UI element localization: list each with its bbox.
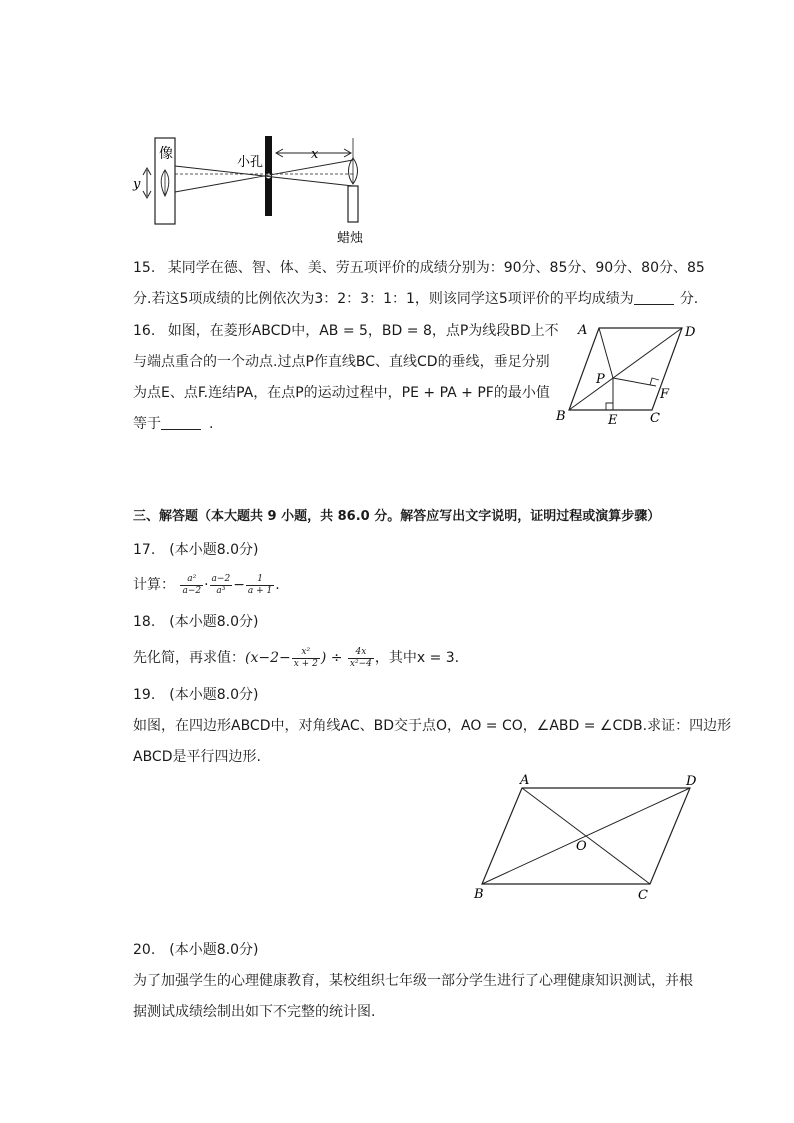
q16-text4a: 等于	[133, 416, 161, 432]
candle	[348, 186, 358, 222]
y-label: y	[133, 177, 141, 192]
q17-minus: −	[233, 577, 245, 593]
section-title: 三、解答题（本大题共 9 小题，共 86.0 分。解答应写出文字说明，证明过程或演算步骤）	[133, 509, 661, 524]
q15-line1	[133, 258, 705, 278]
parallelogram-figure	[468, 770, 700, 906]
q17-expression	[133, 570, 280, 600]
hole-label: 小孔	[237, 155, 264, 170]
q17-header: 17. (本小题8.0分)	[133, 542, 259, 558]
q19-header: 19. (本小题8.0分)	[133, 687, 259, 703]
q19-line2: ABCD是平行四边形.	[133, 749, 261, 765]
q17-fraction-3: $\frac{1}{a + 1}$	[247, 573, 273, 596]
rhombus-label-F: F	[660, 387, 670, 402]
q16-number: 16.	[133, 323, 156, 339]
q18-fraction-2: $\frac{4x}{\text{x²−4}}$	[349, 646, 372, 669]
q15-text2b: 分.	[679, 291, 699, 307]
q17-prefix: 计算：	[133, 577, 175, 593]
rhombus-figure	[552, 320, 702, 430]
rhombus-label-P: P	[596, 372, 605, 387]
rhombus-label-E: E	[608, 413, 618, 428]
parallelogram-label-B: B	[474, 887, 484, 902]
parallelogram-label-A: A	[520, 773, 530, 788]
q15-text1: 某同学在德、智、体、美、劳五项评价的成绩分别为：90分、85分、90分、80分、85	[167, 260, 705, 276]
q15-text2a: 分.若这5项成绩的比例依次为3：2：3：1：1，则该同学这5项评价的平均成绩为	[133, 291, 634, 307]
q18-expression	[133, 643, 459, 673]
x-label: x	[311, 147, 319, 162]
q18-divide: ) ÷	[320, 650, 347, 666]
q20-header: 20. (本小题8.0分)	[133, 942, 259, 958]
parallelogram-label-C: C	[638, 888, 648, 903]
q15-number: 15.	[133, 260, 156, 276]
q17-fraction-2: $\frac{a-2}{\text{a³}}$	[211, 573, 231, 596]
q16-line4	[133, 414, 213, 434]
q20-line1: 为了加强学生的心理健康教育，某校组织七年级一部分学生进行了心理健康知识测试，并根	[133, 973, 693, 989]
q20-line2: 据测试成绩绘制出如下不完整的统计图.	[133, 1004, 376, 1020]
rhombus-label-B: B	[556, 409, 566, 424]
q16-answer-blank[interactable]	[161, 415, 201, 430]
q17-fraction-1: $\frac{\text{a²}}{a-2}$	[182, 573, 202, 596]
q17-end: .	[275, 577, 280, 593]
q16-text4b: .	[209, 416, 214, 432]
q19-line1: 如图，在四边形ABCD中，对角线AC、BD交于点O，AO = CO，∠ABD = ∠CDB.求证：四边形	[133, 718, 732, 734]
rhombus-label-A: A	[578, 323, 588, 338]
image-label: 像	[159, 146, 173, 162]
q16-line3: 为点E、点F.连结PA，在点P的运动过程中，PE + PA + PF的最小值	[133, 385, 550, 401]
q17-dot: ·	[204, 577, 209, 593]
q16-text1: 如图，在菱形ABCD中，AB = 5，BD = 8，点P为线段BD上不	[167, 323, 559, 339]
q18-fraction-1: $\frac{\text{x²}}{x + 2}$	[293, 646, 318, 669]
rhombus-label-D: D	[685, 325, 696, 340]
q16-line1	[133, 321, 559, 341]
parallelogram-label-D: D	[686, 774, 697, 789]
q18-header: 18. (本小题8.0分)	[133, 614, 259, 630]
rhombus-label-C: C	[650, 411, 660, 426]
q15-line2	[133, 289, 698, 309]
q16-line2: 与端点重合的一个动点.过点P作直线BC、直线CD的垂线，垂足分别	[133, 354, 550, 370]
parallelogram-label-O: O	[576, 839, 587, 854]
q18-suffix: ，其中x = 3.	[374, 650, 460, 666]
candle-label: 蜡烛	[337, 231, 364, 246]
q15-answer-blank[interactable]	[634, 290, 674, 305]
q18-open: (x−2−	[245, 650, 291, 666]
q18-prefix: 先化简，再求值：	[133, 650, 245, 666]
pinhole-figure	[125, 130, 375, 250]
